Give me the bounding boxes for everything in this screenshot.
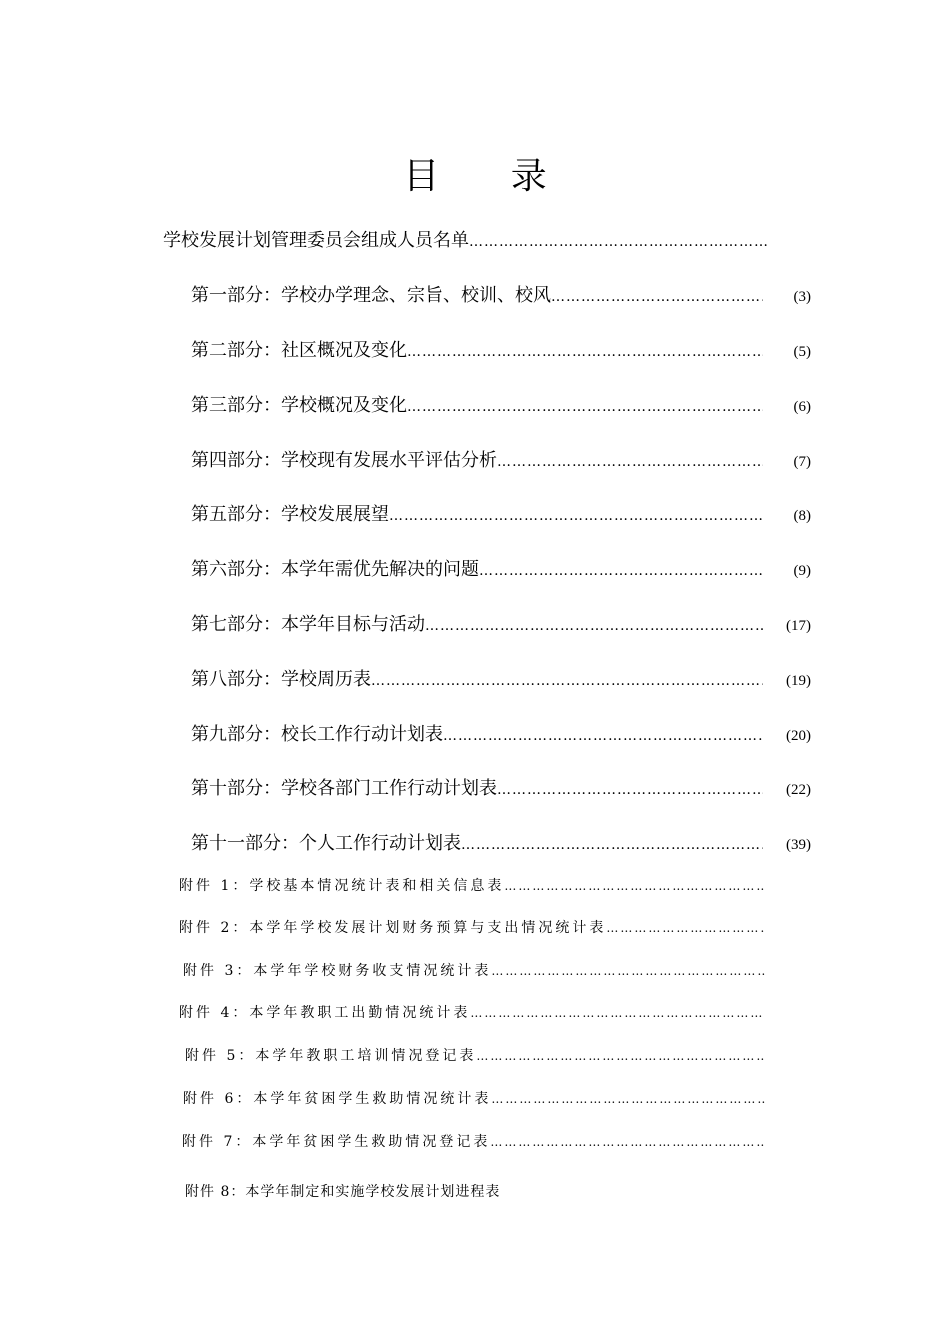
toc-entry-label: 第一部分：学校办学理念、宗旨、校训、校风 [191, 285, 551, 306]
toc-section-1 [191, 283, 811, 310]
page-number: (5) [793, 344, 811, 360]
toc-entry-label: 附件 4：本学年教职工出勤情况统计表 [179, 1005, 471, 1021]
toc-entry-label: 第七部分：本学年目标与活动 [191, 614, 425, 635]
page-number: (3) [793, 289, 811, 305]
leader-dots [497, 777, 763, 803]
page-number: (7) [793, 454, 811, 470]
toc-entry-label: 附件 7：本学年贫困学生救助情况登记表 [182, 1134, 491, 1150]
toc-entry-label: 附件 6：本学年贫困学生救助情况统计表 [183, 1091, 492, 1107]
toc-entry-label: 第九部分：校长工作行动计划表 [191, 724, 443, 745]
toc-section-9 [191, 722, 811, 749]
page-number: (6) [793, 399, 811, 415]
toc-attachment-6 [183, 1088, 765, 1110]
toc-attachment-7 [182, 1131, 765, 1153]
page-number: (20) [786, 728, 811, 744]
toc-attachment-5 [185, 1045, 765, 1067]
toc-entry-label: 第二部分：社区概况及变化 [191, 340, 407, 361]
toc-section-3 [191, 393, 811, 420]
toc-section-11 [191, 831, 811, 858]
toc-entry-label: 附件 5：本学年教职工培训情况登记表 [185, 1048, 477, 1064]
toc-entry-label: 第四部分：学校现有发展水平评估分析 [191, 450, 497, 471]
toc-section-2 [191, 338, 811, 365]
toc-entry-label: 附件 1：学校基本情况统计表和相关信息表 [179, 878, 505, 894]
leader-dots [425, 613, 763, 639]
page-number: (17) [786, 618, 811, 634]
toc-entry-label: 附件 2：本学年学校发展计划财务预算与支出情况统计表 [179, 920, 607, 936]
leader-dots [443, 723, 763, 749]
leader-dots [470, 1002, 765, 1024]
toc-section-6 [191, 557, 811, 584]
toc-entry-label: 第十部分：学校各部门工作行动计划表 [191, 778, 497, 799]
leader-dots [504, 875, 765, 897]
toc-entry-label: 第六部分：本学年需优先解决的问题 [191, 559, 479, 580]
toc-attachment-8 [185, 1181, 500, 1203]
leader-dots [497, 449, 763, 475]
page-number: (22) [786, 782, 811, 798]
leader-dots [407, 339, 763, 365]
leader-dots [389, 503, 763, 529]
leader-dots [371, 668, 763, 694]
toc-attachment-3 [183, 960, 765, 982]
leader-dots [479, 558, 763, 584]
toc-entry-label: 附件 8：本学年制定和实施学校发展计划进程表 [185, 1184, 501, 1200]
leader-dots [491, 960, 765, 982]
page-number: (8) [793, 508, 811, 524]
toc-section-4 [191, 448, 811, 475]
page-number: (39) [786, 837, 811, 853]
page-number: (9) [793, 563, 811, 579]
toc-entry-label: 学校发展计划管理委员会组成人员名单 [163, 230, 469, 251]
leader-dots [469, 229, 767, 255]
leader-dots [606, 917, 765, 939]
toc-section-7 [191, 612, 811, 639]
toc-section-8 [191, 667, 811, 694]
leader-dots [476, 1045, 765, 1067]
toc-attachment-1 [179, 875, 765, 897]
leader-dots [407, 394, 763, 420]
toc-attachment-2 [179, 917, 765, 939]
leader-dots [461, 832, 763, 858]
page-number: (19) [786, 673, 811, 689]
toc-entry-label: 第八部分：学校周历表 [191, 669, 371, 690]
toc-attachment-4 [179, 1002, 765, 1024]
toc-section-10 [191, 776, 811, 803]
toc-entry-label: 第三部分：学校概况及变化 [191, 395, 407, 416]
toc-title: 目 录 [403, 156, 577, 197]
toc-section-5 [191, 502, 811, 529]
toc-entry-label: 第十一部分：个人工作行动计划表 [191, 833, 461, 854]
leader-dots [551, 284, 763, 310]
leader-dots [491, 1088, 765, 1110]
leader-dots [490, 1131, 765, 1153]
toc-entry-label: 附件 3：本学年学校财务收支情况统计表 [183, 963, 492, 979]
toc-header-entry [163, 228, 767, 255]
toc-entry-label: 第五部分：学校发展展望 [191, 504, 389, 525]
